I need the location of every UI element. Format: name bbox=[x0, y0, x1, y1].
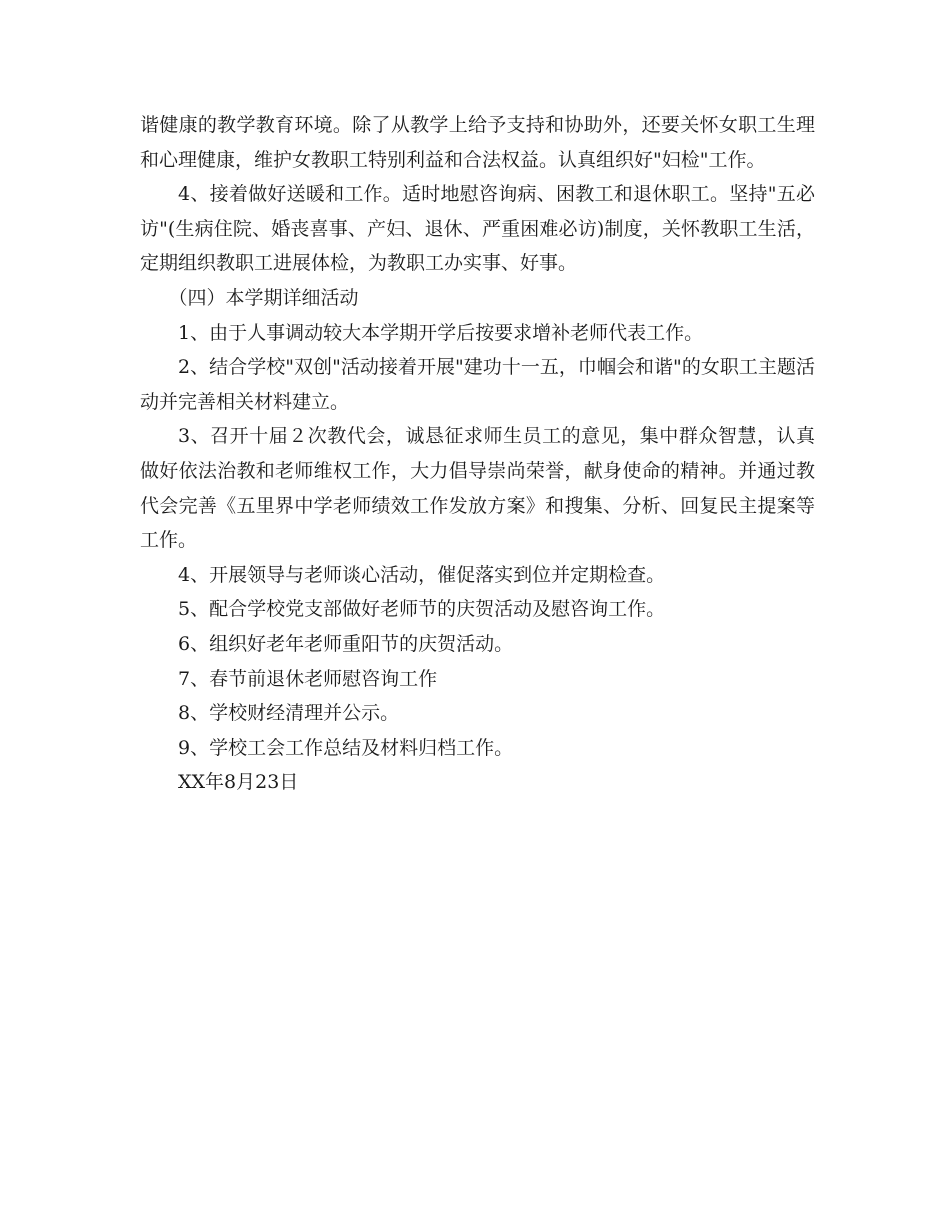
section-heading-activities: （四）本学期详细活动 bbox=[168, 286, 359, 309]
list-item-8: 8、学校财经清理并公示。 bbox=[178, 702, 400, 725]
list-item-3: 3、召开十届２次教代会，诚恳征求师生员工的意见，集中群众智慧，认真做好依法治教和老师维权工作，大力倡导崇尚荣誉，献身使命的精神。并通过教代会完善《五里界中学老师绩效工作发放方案》和搜集、分析、回复民主提案等工作。 bbox=[140, 425, 815, 552]
paragraph-item-4-warmth: 4、接着做好送暖和工作。适时地慰咨询病、困教工和退休职工。坚持"五必访"(生病住院、婚丧喜事、产妇、退休、严重困难必访)制度，关怀教职工生活，定期组织教职工进展体检，为教职工办实事、好事。 bbox=[140, 183, 815, 275]
list-item-2: 2、结合学校"双创"活动接着开展"建功十一五，巾帼会和谐"的女职工主题活动并完善相关材料建立。 bbox=[140, 356, 815, 413]
list-item-4: 4、开展领导与老师谈心活动，催促落实到位并定期检查。 bbox=[178, 563, 666, 586]
list-item-1: 1、由于人事调动较大本学期开学后按要求增补老师代表工作。 bbox=[178, 321, 704, 344]
list-item-6: 6、组织好老年老师重阳节的庆贺活动。 bbox=[178, 632, 514, 655]
document-body bbox=[140, 108, 815, 800]
list-item-9: 9、学校工会工作总结及材料归档工作。 bbox=[178, 736, 514, 759]
paragraph-continuation: 谐健康的教学教育环境。除了从教学上给予支持和协助外，还要关怀女职工生理和心理健康，维护女教职工特别利益和合法权益。认真组织好"妇检"工作。 bbox=[140, 114, 815, 171]
list-item-7: 7、春节前退休老师慰咨询工作 bbox=[178, 667, 438, 690]
document-date: XX年8月23日 bbox=[178, 771, 299, 794]
list-item-5: 5、配合学校党支部做好老师节的庆贺活动及慰咨询工作。 bbox=[178, 598, 666, 621]
